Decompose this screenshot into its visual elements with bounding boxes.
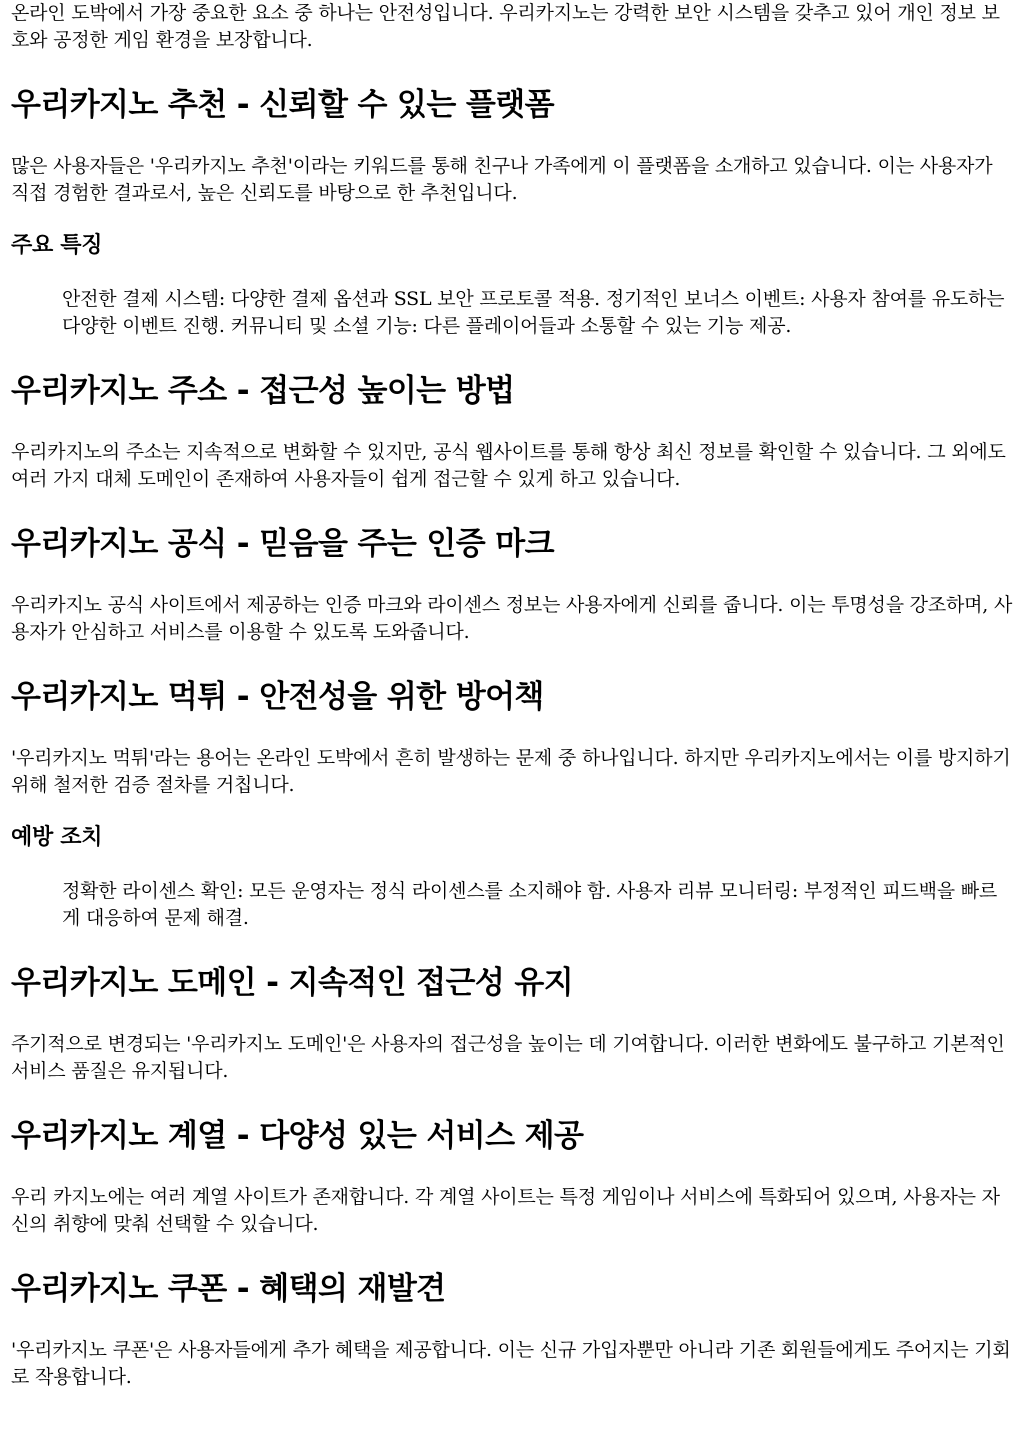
section-coupon	[11, 1269, 1014, 1391]
section-body: 많은 사용자들은 '우리카지노 추천'이라는 키워드를 통해 친구나 가족에게 이 플랫폼을 소개하고 있습니다. 이는 사용자가 직접 경험한 결과로서, 높은 신뢰도를 바탕으로 한 추천입니다.	[11, 155, 993, 204]
subheading: 주요 특징	[11, 233, 103, 258]
section-body: 주기적으로 변경되는 '우리카지노 도메인'은 사용자의 접근성을 높이는 데 기여합니다. 이러한 변화에도 불구하고 기본적인 서비스 품질은 유지됩니다.	[11, 1033, 1005, 1082]
section-title: 우리카지노 먹튀 - 안전성을 위한 방어책	[11, 679, 544, 715]
section-title: 우리카지노 도메인 - 지속적인 접근성 유지	[11, 965, 574, 1001]
section-title: 우리카지노 추천 - 신뢰할 수 있는 플랫폼	[11, 87, 554, 123]
section-recommendation	[11, 85, 1014, 340]
section-title: 우리카지노 주소 - 접근성 높이는 방법	[11, 373, 515, 409]
prevention-quote: 정확한 라이센스 확인: 모든 운영자는 정식 라이센스를 소지해야 함. 사용자 리뷰 모니터링: 부정적인 피드백을 빠르게 대응하여 문제 해결.	[62, 880, 998, 929]
section-address	[11, 371, 1014, 493]
section-domain	[11, 963, 1014, 1085]
section-title: 우리카지노 쿠폰 - 혜택의 재발견	[11, 1271, 446, 1307]
intro-paragraph: 온라인 도박에서 가장 중요한 요소 중 하나는 안전성입니다. 우리카지노는 강력한 보안 시스템을 갖추고 있어 개인 정보 보호와 공정한 게임 환경을 보장합니다.	[11, 2, 1000, 51]
section-body: '우리카지노 쿠폰'은 사용자들에게 추가 혜택을 제공합니다. 이는 신규 가입자뿐만 아니라 기존 회원들에게도 주어지는 기회로 작용합니다.	[11, 1339, 1011, 1388]
section-affiliates	[11, 1116, 1014, 1238]
subheading: 예방 조치	[11, 825, 103, 850]
section-title: 우리카지노 계열 - 다양성 있는 서비스 제공	[11, 1118, 584, 1154]
section-body: 우리 카지노에는 여러 계열 사이트가 존재합니다. 각 계열 사이트는 특정 게임이나 서비스에 특화되어 있으며, 사용자는 자신의 취향에 맞춰 선택할 수 있습니다.	[11, 1186, 1000, 1235]
section-title: 우리카지노 공식 - 믿음을 주는 인증 마크	[11, 526, 554, 562]
feature-quote: 안전한 결제 시스템: 다양한 결제 옵션과 SSL 보안 프로토콜 적용. 정기적인 보너스 이벤트: 사용자 참여를 유도하는 다양한 이벤트 진행. 커뮤니티 및 소셜 기능: 다른 플레이어들과 소통할 수 있는 기능 제공.	[62, 288, 1005, 337]
section-scam-prevention	[11, 677, 1014, 932]
section-official	[11, 524, 1014, 646]
section-body: 우리카지노 공식 사이트에서 제공하는 인증 마크와 라이센스 정보는 사용자에게 신뢰를 줍니다. 이는 투명성을 강조하며, 사용자가 안심하고 서비스를 이용할 수 있도록 도와줍니다.	[11, 594, 1013, 643]
section-body: 우리카지노의 주소는 지속적으로 변화할 수 있지만, 공식 웹사이트를 통해 항상 최신 정보를 확인할 수 있습니다. 그 외에도 여러 가지 대체 도메인이 존재하여 사용자들이 쉽게 접근할 수 있게 하고 있습니다.	[11, 441, 1006, 490]
section-body: '우리카지노 먹튀'라는 용어는 온라인 도박에서 흔히 발생하는 문제 중 하나입니다. 하지만 우리카지노에서는 이를 방지하기 위해 철저한 검증 절차를 거칩니다.	[11, 747, 1011, 796]
